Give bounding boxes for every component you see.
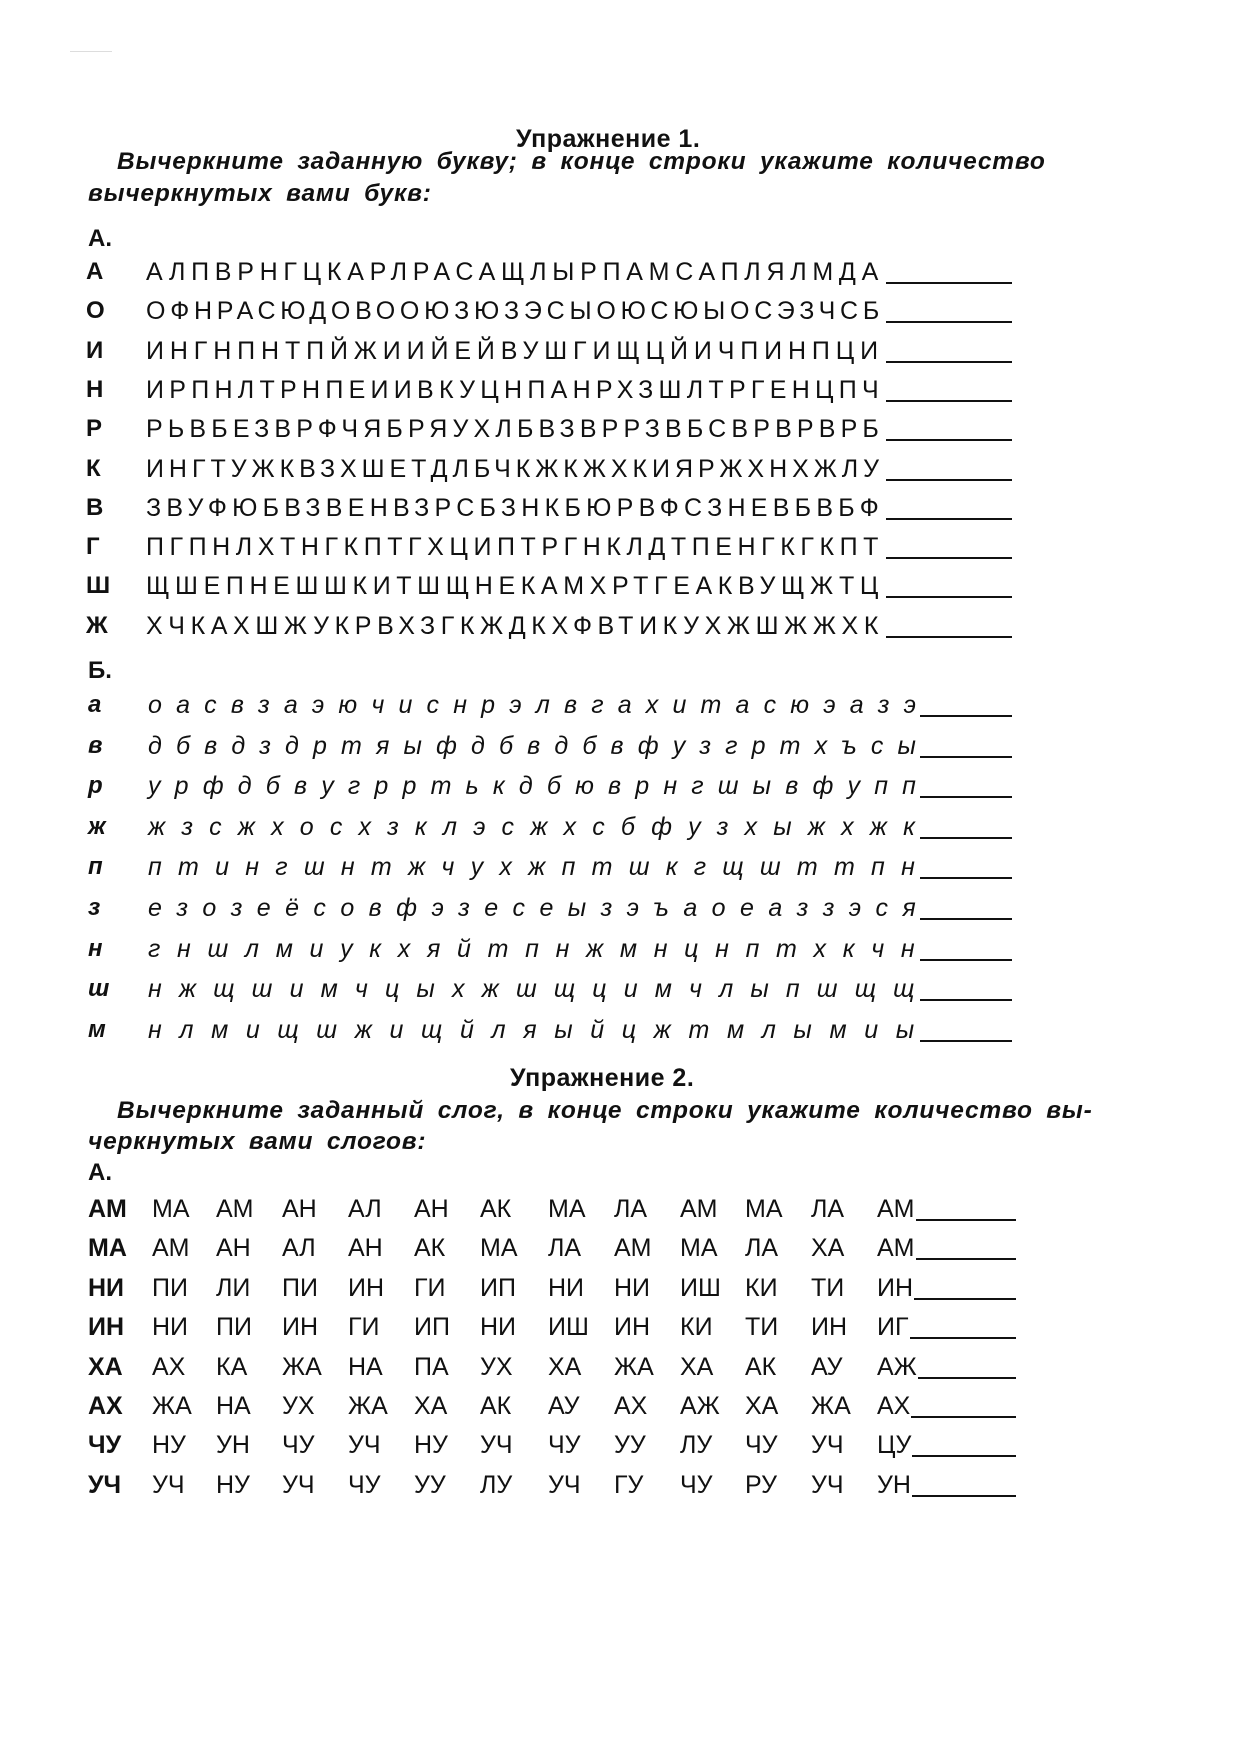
letter-sequence: п т и н г ш н т ж ч у х ж п т ш к г щ ш т т п н <box>148 853 918 882</box>
syllable: МА <box>548 1195 586 1223</box>
syllable: ГУ <box>614 1470 644 1499</box>
target-letter: Г <box>86 533 100 561</box>
syllable: КИ <box>680 1313 713 1342</box>
syllable: НИ <box>480 1313 517 1342</box>
letter-sequence: ж з с ж х о с х з к л э с ж х с б ф у з х ы ж х ж к <box>148 812 918 841</box>
syllable: ТИ <box>745 1313 779 1342</box>
syllable: ЛИ <box>216 1273 251 1302</box>
syllable: АМ <box>216 1195 254 1223</box>
target-letter: м <box>88 1015 106 1043</box>
exercise2-instruction-line2: черкнутых вами слогов: <box>88 1128 427 1155</box>
syllable: ГИ <box>414 1273 446 1302</box>
syllable: МА <box>745 1195 783 1223</box>
syllable: ИН <box>614 1313 651 1342</box>
syllable: ИШ <box>680 1273 721 1302</box>
syllable: ЛА <box>548 1234 582 1263</box>
syllable: ЖА <box>811 1392 851 1420</box>
target-letter: К <box>86 454 101 482</box>
target-letter: Ш <box>86 572 111 600</box>
syllable: МА <box>680 1234 718 1263</box>
exercise1-instruction-line1: Вычеркните заданную букву; в конце строки укажите количество <box>117 148 1046 175</box>
syllable: НИ <box>152 1313 189 1342</box>
syllable: АЖ <box>680 1392 720 1420</box>
exercise1-instruction-line2: вычеркнутых вами букв: <box>88 180 432 207</box>
answer-blank[interactable] <box>920 756 1012 758</box>
letter-sequence: ИРПНЛТРНПЕИИВКУЦНПАНРХЗШЛТРГЕНЦПЧ <box>146 375 884 404</box>
syllable: НИ <box>614 1273 651 1302</box>
answer-blank[interactable] <box>918 1377 1016 1379</box>
syllable: АМ <box>680 1195 718 1223</box>
answer-blank[interactable] <box>886 479 1012 481</box>
answer-blank[interactable] <box>886 400 1012 402</box>
syllable: АН <box>282 1195 317 1223</box>
syllable: УЧ <box>348 1431 381 1460</box>
answer-blank[interactable] <box>886 518 1012 520</box>
syllable: МА <box>152 1195 190 1223</box>
target-syllable: УЧ <box>88 1470 122 1499</box>
syllable: УХ <box>282 1392 315 1420</box>
syllable: АН <box>348 1234 383 1263</box>
syllable: ИН <box>348 1273 385 1302</box>
syllable: МА <box>480 1234 518 1263</box>
syllable: ЧУ <box>680 1470 713 1499</box>
exercise2-section-a-label: А. <box>88 1159 112 1186</box>
target-letter: а <box>88 691 102 718</box>
syllable: ЖА <box>614 1352 654 1381</box>
exercise2-title: Упражнение 2. <box>510 1064 695 1092</box>
target-letter: ж <box>88 812 106 840</box>
syllable: АН <box>414 1195 449 1223</box>
target-syllable: ИН <box>88 1313 125 1342</box>
syllable: ПА <box>414 1352 449 1381</box>
syllable: УЧ <box>282 1470 315 1499</box>
syllable: ИП <box>414 1313 450 1342</box>
syllable: УЧ <box>548 1470 581 1499</box>
syllable: ЧУ <box>548 1431 581 1460</box>
answer-blank[interactable] <box>920 999 1012 1001</box>
syllable: ИП <box>480 1273 516 1302</box>
answer-blank[interactable] <box>920 796 1012 798</box>
syllable: ЦУ <box>877 1431 912 1460</box>
syllable: НУ <box>152 1431 186 1460</box>
syllable: АК <box>480 1195 512 1223</box>
syllable: АЛ <box>282 1234 316 1263</box>
answer-blank[interactable] <box>920 959 1012 961</box>
syllable: АУ <box>548 1392 580 1420</box>
target-letter: в <box>88 731 103 759</box>
syllable: ИШ <box>548 1313 589 1342</box>
answer-blank[interactable] <box>920 837 1012 839</box>
syllable: ЖА <box>348 1392 388 1420</box>
syllable: ХА <box>680 1352 714 1381</box>
target-syllable: МА <box>88 1234 127 1263</box>
syllable: КА <box>216 1352 248 1381</box>
letter-sequence: о а с в з а э ю ч и с н р э л в г а х и т а с ю э а з э <box>148 691 918 719</box>
target-letter: з <box>88 894 101 921</box>
syllable: ИН <box>282 1313 319 1342</box>
syllable: РУ <box>745 1470 778 1499</box>
answer-blank[interactable] <box>916 1219 1017 1221</box>
syllable: ИН <box>811 1313 848 1342</box>
syllable: ПИ <box>152 1273 188 1302</box>
syllable: АК <box>414 1234 446 1263</box>
target-letter: р <box>88 772 103 800</box>
answer-blank[interactable] <box>920 715 1012 717</box>
syllable: АМ <box>877 1195 915 1223</box>
letter-sequence: ПГПНЛХТНГКПТГХЦИПТРГНКЛДТПЕНГКГКПТ <box>146 533 884 562</box>
syllable: НУ <box>216 1470 250 1499</box>
syllable: УУ <box>414 1470 446 1499</box>
letter-sequence: у р ф д б в у г р р т ь к д б ю в р н г ш ы в ф у п п <box>148 772 918 801</box>
exercise2-instruction-line1: Вычеркните заданный слог, в конце строки укажите количество вы- <box>117 1097 1093 1124</box>
letter-sequence: д б в д з д р т я ы ф д б в д б в ф у з г р т х ъ с ы <box>148 731 918 760</box>
letter-sequence: ИНГТУЖКВЗХШЕТДЛБЧКЖКЖХКИЯРЖХНХЖЛУ <box>146 454 884 483</box>
exercise1-section-a-label: А. <box>88 225 112 252</box>
exercise1-section-b-label: Б. <box>88 657 112 684</box>
syllable: ЖА <box>282 1352 322 1381</box>
letter-sequence: н л м и щ ш ж и щ й л я ы й ц ж т м л ы м и ы <box>148 1015 918 1044</box>
answer-blank[interactable] <box>920 877 1012 879</box>
syllable: ЛУ <box>480 1470 513 1499</box>
letter-sequence: г н ш л м и у к х я й т п н ж м н ц н п т х к ч н <box>148 934 918 963</box>
syllable: ЧУ <box>282 1431 315 1460</box>
scan-mark <box>70 51 112 52</box>
syllable: ЛА <box>614 1195 648 1223</box>
syllable: ХА <box>414 1392 448 1420</box>
syllable: УЧ <box>811 1470 844 1499</box>
syllable: НА <box>348 1352 383 1381</box>
target-letter: В <box>86 493 104 521</box>
syllable: ИГ <box>877 1313 909 1342</box>
syllable: АК <box>745 1352 777 1381</box>
syllable: АЛ <box>348 1195 382 1223</box>
exercise1-title: Упражнение 1. <box>516 125 701 153</box>
letter-sequence: е з о з е ё с о в ф э з е с е ы з э ъ а о е а з з э с я <box>148 894 918 922</box>
syllable: ХА <box>811 1234 845 1263</box>
target-syllable: АМ <box>88 1195 127 1223</box>
syllable: АХ <box>614 1392 648 1420</box>
answer-blank[interactable] <box>886 557 1012 559</box>
answer-blank[interactable] <box>886 596 1012 598</box>
syllable: АМ <box>614 1234 652 1263</box>
syllable: АК <box>480 1392 512 1420</box>
syllable: КИ <box>745 1273 778 1302</box>
answer-blank[interactable] <box>916 1258 1017 1260</box>
syllable: УУ <box>614 1431 646 1460</box>
syllable: ЛУ <box>680 1431 713 1460</box>
answer-blank[interactable] <box>920 918 1012 920</box>
letter-sequence: РЬВБЕЗВРФЧЯБРЯУХЛБВЗВРРЗВБСВРВРВРБ <box>146 415 884 444</box>
syllable: НА <box>216 1392 251 1420</box>
target-syllable: НИ <box>88 1273 125 1302</box>
answer-blank[interactable] <box>886 636 1012 638</box>
syllable: УН <box>877 1470 911 1499</box>
answer-blank[interactable] <box>886 361 1012 363</box>
answer-blank[interactable] <box>912 1495 1016 1497</box>
syllable: УЧ <box>811 1431 844 1460</box>
target-letter: О <box>86 297 105 325</box>
answer-blank[interactable] <box>912 1455 1016 1457</box>
syllable: ЛА <box>811 1195 845 1223</box>
syllable: ЧУ <box>348 1470 381 1499</box>
syllable: УЧ <box>152 1470 185 1499</box>
syllable: АХ <box>152 1352 186 1381</box>
target-letter: Н <box>86 375 104 403</box>
letter-sequence: ОФНРАСЮДОВООЮЗЮЗЭСЫОЮСЮЫОСЭЗЧСБ <box>146 297 884 326</box>
syllable: ЖА <box>152 1392 192 1420</box>
syllable: ГИ <box>348 1313 380 1342</box>
answer-blank[interactable] <box>920 1040 1012 1042</box>
syllable: ТИ <box>811 1273 845 1302</box>
answer-blank[interactable] <box>886 282 1012 284</box>
target-syllable: АХ <box>88 1392 123 1420</box>
syllable: АЖ <box>877 1352 917 1381</box>
syllable: ЧУ <box>745 1431 778 1460</box>
letter-sequence: н ж щ ш и м ч ц ы х ж ш щ ц и м ч л ы п ш щ щ <box>148 975 918 1004</box>
target-letter: Р <box>86 415 103 443</box>
syllable: ХА <box>548 1352 582 1381</box>
target-letter: ш <box>88 975 110 1003</box>
letter-sequence: ЩШЕПНЕШШКИТШЩНЕКАМХРТГЕАКВУЩЖТЦ <box>146 572 884 601</box>
answer-blank[interactable] <box>911 1416 1016 1418</box>
syllable: АХ <box>877 1392 911 1420</box>
syllable: АУ <box>811 1352 843 1381</box>
syllable: ХА <box>745 1392 779 1420</box>
answer-blank[interactable] <box>886 321 1012 323</box>
target-letter: п <box>88 853 103 881</box>
syllable: НУ <box>414 1431 448 1460</box>
target-letter: н <box>88 934 103 962</box>
letter-sequence: ЗВУФЮБВЗВЕНВЗРСБЗНКБЮРВФСЗНЕВБВБФ <box>146 493 884 522</box>
target-syllable: ХА <box>88 1352 123 1381</box>
target-letter: И <box>86 336 104 364</box>
letter-sequence: АЛПВРНГЦКАРЛРАСАЩЛЫРПАМСАПЛЯЛМДА <box>146 258 884 286</box>
syllable: УЧ <box>480 1431 513 1460</box>
syllable: АМ <box>152 1234 190 1263</box>
syllable: ПИ <box>282 1273 318 1302</box>
syllable: АМ <box>877 1234 915 1263</box>
syllable: УН <box>216 1431 250 1460</box>
syllable: ЛА <box>745 1234 779 1263</box>
letter-sequence: ХЧКАХШЖУКРВХЗГКЖДКХФВТИКУХЖШЖЖХК <box>146 611 884 640</box>
syllable: АН <box>216 1234 251 1263</box>
letter-sequence: ИНГНПНТПЙЖИИЙЕЙВУШГИЩЦЙИЧПИНПЦИ <box>146 336 884 365</box>
target-letter: Ж <box>86 611 108 639</box>
target-letter: А <box>86 258 104 285</box>
answer-blank[interactable] <box>914 1298 1016 1300</box>
answer-blank[interactable] <box>910 1337 1016 1339</box>
syllable: ИН <box>877 1273 914 1302</box>
answer-blank[interactable] <box>886 439 1012 441</box>
target-syllable: ЧУ <box>88 1431 122 1460</box>
syllable: НИ <box>548 1273 585 1302</box>
syllable: УХ <box>480 1352 513 1381</box>
syllable: ПИ <box>216 1313 252 1342</box>
